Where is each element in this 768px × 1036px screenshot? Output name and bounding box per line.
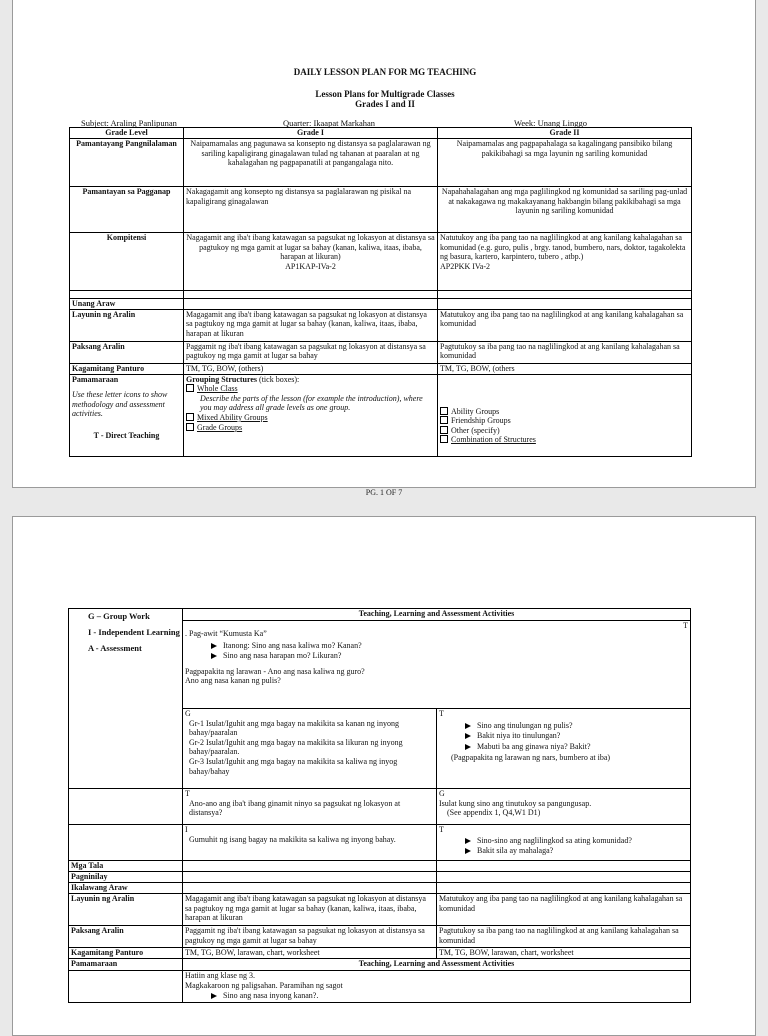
arrow-bullet-icon	[211, 643, 217, 649]
cell-text: Paggamit ng iba't ibang katawagan sa pagsukat ng lokasyon at distansya sa pagtukoy ng mga gamit at lugar sa bahay	[183, 926, 437, 948]
cell-text: TM, TG, BOW, (others)	[184, 363, 438, 374]
question: Ano-ano ang iba't ibang ginamit ninyo sa pagsukat ng lokasyon at distansya?	[189, 798, 401, 818]
g-mark: G	[185, 709, 191, 718]
cell-text: TM, TG, BOW, (others	[438, 363, 692, 374]
quarter-label: Quarter: Ikaapat Markahan	[283, 118, 376, 128]
arrow-bullet-icon	[465, 848, 471, 854]
checkbox-icon[interactable]	[186, 423, 194, 431]
cell-text: Napahahalagahan ang mga paglilingkod ng komunidad sa sariling pag-unlad at nakakagawa ng makakayanang hakbangin bilang pakikibahagi sa mga layunin ng sariling komunidad	[438, 187, 692, 233]
grouping-hint: (tick boxes):	[257, 374, 300, 384]
methodology-note: Use these letter icons to show methodology and assessment activities.	[72, 390, 168, 419]
tla-heading: Teaching, Learning and Assessment Activities	[183, 609, 691, 621]
intro-activity-cell	[183, 621, 691, 709]
t-mark: T	[439, 709, 444, 718]
combination-option[interactable]: Combination of Structures	[440, 435, 689, 445]
task: Gumuhit ng isang bagay na makikita sa kaliwa ng inyong bahay.	[189, 834, 396, 844]
week-label: Week: Unang Linggo	[514, 118, 587, 128]
cell-text: Magagamit ang iba't ibang katawagan sa pagsukat ng lokasyon at distansya sa pagtukoy ng mga gamit at lugar sa bahay (kanan, kaliwa, itaas, ibaba, harapan at likuran	[184, 309, 438, 341]
row-label: Pamantayang Pangnilalaman	[70, 139, 184, 187]
lesson-plan-table-2	[68, 608, 691, 1003]
row-label: Pamantayan sa Pagganap	[70, 187, 184, 233]
header-grade-2: Grade II	[438, 128, 692, 139]
legend-group-work: G – Group Work	[88, 611, 150, 621]
cell-text: Matutukoy ang iba pang tao na naglilingkod at ang kanilang kahalagahan sa komunidad	[437, 894, 691, 926]
document-title: DAILY LESSON PLAN FOR MG TEACHING	[293, 67, 477, 77]
row-label: Pamamaraan	[69, 959, 183, 971]
group-task-2: Gr-2 Isulat/Iguhit ang mga bagay na makikita sa likuran ng inyong bahay/paaralan.	[189, 737, 403, 757]
list-item: Mabuti ba ang ginawa niya? Bakit?	[465, 742, 688, 752]
cell-text: Natutukoy ang iba pang tao na naglilingkod at ang kanilang kahalagahan sa komunidad (e.g. guro, pulis , brgy. tanod, bumbero, nars, doktor, tagakolekta ng basura, kartero, karpintero, tubero , atbp.)	[440, 233, 686, 262]
cell-text: Paggamit ng iba't ibang katawagan sa pagsukat ng lokasyon at distansya sa pagtukoy ng mga gamit at lugar sa bahay	[184, 341, 438, 363]
arrow-bullet-icon	[465, 723, 471, 729]
checkbox-icon[interactable]	[440, 407, 448, 415]
grouping-cell-g2	[438, 374, 692, 456]
whole-class-description: Describe the parts of the lesson (for example the introduction), where you may address all grade levels as one group.	[200, 393, 423, 413]
g-mark: G	[439, 789, 445, 798]
whole-class-option[interactable]: Whole Class	[186, 384, 435, 394]
list-item: Bakit sila ay mahalaga?	[465, 846, 688, 856]
cell-kompitensi-g1	[184, 233, 438, 291]
list-item: Bakit niya ito tinulungan?	[465, 731, 688, 741]
row-label: Kompitensi	[70, 233, 184, 291]
page-footer: PG. 1 OF 7	[365, 488, 403, 497]
arrow-bullet-icon	[465, 744, 471, 750]
teaching-g2-cell	[437, 709, 691, 789]
independent-g1-cell	[183, 825, 437, 861]
row-label: Kagamitang Panturo	[70, 363, 184, 374]
instruction: Magkakaroon ng paligsahan. Paramihan ng sagot	[185, 980, 343, 990]
cell-text: Magagamit ang iba't ibang katawagan sa pagsukat ng lokasyon at distansya sa pagtukoy ng mga gamit at lugar sa bahay (kanan, kaliwa, itaas, ibaba, harapan at likuran	[183, 894, 437, 926]
subject-label: Subject: Araling Panlipunan	[81, 118, 177, 128]
header-grade-1: Grade I	[184, 128, 438, 139]
arrow-bullet-icon	[211, 993, 217, 999]
cell-text: Matutukoy ang iba pang tao na naglilingkod at ang kanilang kahalagahan sa komunidad	[438, 309, 692, 341]
grouping-cell-g1	[184, 374, 438, 456]
group-work-g2-cell	[437, 789, 691, 825]
cell-text: Nakagagamit ang konsepto ng distansya sa paglalarawan ng pisikal na kapaligirang ginagalawan	[184, 187, 438, 233]
t-mark: T	[439, 825, 444, 834]
teaching-g1-cell	[183, 789, 437, 825]
row-label: Pagninilay	[69, 872, 183, 883]
checkbox-icon[interactable]	[440, 416, 448, 424]
section-label: Ikalawang Araw	[69, 883, 183, 894]
cell-kompitensi-g2	[438, 233, 692, 291]
cell-text: Nagagamit ang iba't ibang katawagan sa pagsukat ng lokasyon at distansya sa pagtukoy ng mga gamit at lugar sa bahay (kanan, kaliwa, itaas, ibaba, harapan at likuran)	[186, 233, 435, 262]
list-item: Sino ang nasa harapan mo? Likuran?	[211, 651, 688, 661]
page-1	[12, 0, 756, 488]
instruction: Hatiin ang klase ng 3.	[185, 971, 255, 980]
grouping-label: Grouping Structures	[186, 374, 258, 384]
checkbox-icon[interactable]	[186, 413, 194, 421]
group-task-3: Gr-3 Isulat/Iguhit ang mga bagay na makikita sa kaliwa ng inyog bahay/bahay	[189, 756, 398, 776]
ability-groups-option[interactable]: Ability Groups	[440, 407, 689, 417]
intro-picture-2: Ano ang nasa kanan ng pulis?	[185, 676, 281, 686]
cell-text: Pagtutukoy sa iba pang tao na naglilingkod at ang kanilang kahalagahan sa komunidad	[438, 341, 692, 363]
list-item: Sino-sino ang naglilingkod sa ating komunidad?	[465, 836, 688, 846]
row-label: Paksang Aralin	[70, 341, 184, 363]
arrow-bullet-icon	[465, 733, 471, 739]
list-item: Sino ang nasa inyong kanan?.	[211, 991, 688, 1001]
t-mark: T	[683, 621, 688, 630]
tla-heading-2: Teaching, Learning and Assessment Activities	[183, 959, 691, 971]
i-mark: I	[185, 825, 188, 834]
competency-code: AP2PKK IVa-2	[440, 261, 490, 271]
row-label: Mga Tala	[69, 861, 183, 872]
legend-assessment: A - Assessment	[88, 643, 142, 654]
cell-text: TM, TG, BOW, larawan, chart, worksheet	[183, 948, 437, 959]
row-label: Layunin ng Aralin	[69, 894, 183, 926]
appendix-reference: (See appendix 1, Q4,W1 D1)	[447, 808, 541, 818]
grade-groups-option[interactable]: Grade Groups	[186, 423, 435, 433]
competency-code: AP1KAP-IVa-2	[285, 261, 336, 271]
group-task-1: Gr-1 Isulat/Iguhit ang mga bagay na makikita sa kanan ng inyong bahay/paaralan	[189, 718, 400, 738]
checkbox-icon[interactable]	[186, 384, 194, 392]
row-label: Kagamitang Panturo	[69, 948, 183, 959]
document-subtitle: Lesson Plans for Multigrade Classes	[315, 89, 455, 99]
row-label: Layunin ng Aralin	[70, 309, 184, 341]
cell-text: Pagtutukoy sa iba pang tao na naglilingkod at ang kanilang kahalagahan sa komunidad	[437, 926, 691, 948]
mixed-ability-option[interactable]: Mixed Ability Groups	[186, 413, 435, 423]
teaching-g2-cell-2	[437, 825, 691, 861]
row-label: Paksang Aralin	[69, 926, 183, 948]
checkbox-icon[interactable]	[440, 426, 448, 434]
row-label: Pamamaraan	[72, 374, 119, 384]
task: Isulat kung sino ang tinutukoy sa pangungusap.	[439, 798, 592, 808]
lesson-plan-table-1	[69, 127, 692, 457]
cell-text: Naipamamalas ang pagunawa sa konsepto ng distansya sa paglalarawan ng sariling kapaligirang ginagalawan tulad ng tahanan at paaralan at ng kahalagahan ng pagpapanatili at pangangalaga nito.	[184, 139, 438, 187]
grades-heading: Grades I and II	[355, 99, 415, 109]
checkbox-icon[interactable]	[440, 435, 448, 443]
day-2-activity-cell	[183, 971, 691, 1003]
other-option[interactable]: Other (specify)	[440, 426, 689, 436]
cell-text: TM, TG, BOW, larawan, chart, worksheet	[437, 948, 691, 959]
picture-note: (Pagpapakita ng larawan ng nars, bumbero at iba)	[451, 753, 611, 763]
intro-song: . Pag-awit “Kumusta Ka”	[185, 629, 267, 638]
list-item: Itanong: Sino ang nasa kaliwa mo? Kanan?	[211, 641, 688, 651]
section-label: Unang Araw	[70, 299, 184, 310]
cell-text: Naipamamalas ang pagpapahalaga sa kagalingang pansibiko bilang pakikibahagi sa mga layunin ng sariling komunidad	[438, 139, 692, 187]
arrow-bullet-icon	[211, 653, 217, 659]
list-item: Sino ang tinulungan ng pulis?	[465, 721, 688, 731]
intro-picture: Pagpapakita ng larawan - Ano ang nasa kaliwa ng guro?	[185, 666, 365, 676]
header-grade-level: Grade Level	[70, 128, 184, 139]
pamamaraan-cell	[70, 374, 184, 456]
t-mark: T	[185, 789, 190, 798]
legend-independent: I - Independent Learning	[88, 627, 180, 638]
group-work-g1-cell	[183, 709, 437, 789]
arrow-bullet-icon	[465, 838, 471, 844]
friendship-groups-option[interactable]: Friendship Groups	[440, 416, 689, 426]
direct-teaching-legend: T - Direct Teaching	[93, 430, 160, 440]
